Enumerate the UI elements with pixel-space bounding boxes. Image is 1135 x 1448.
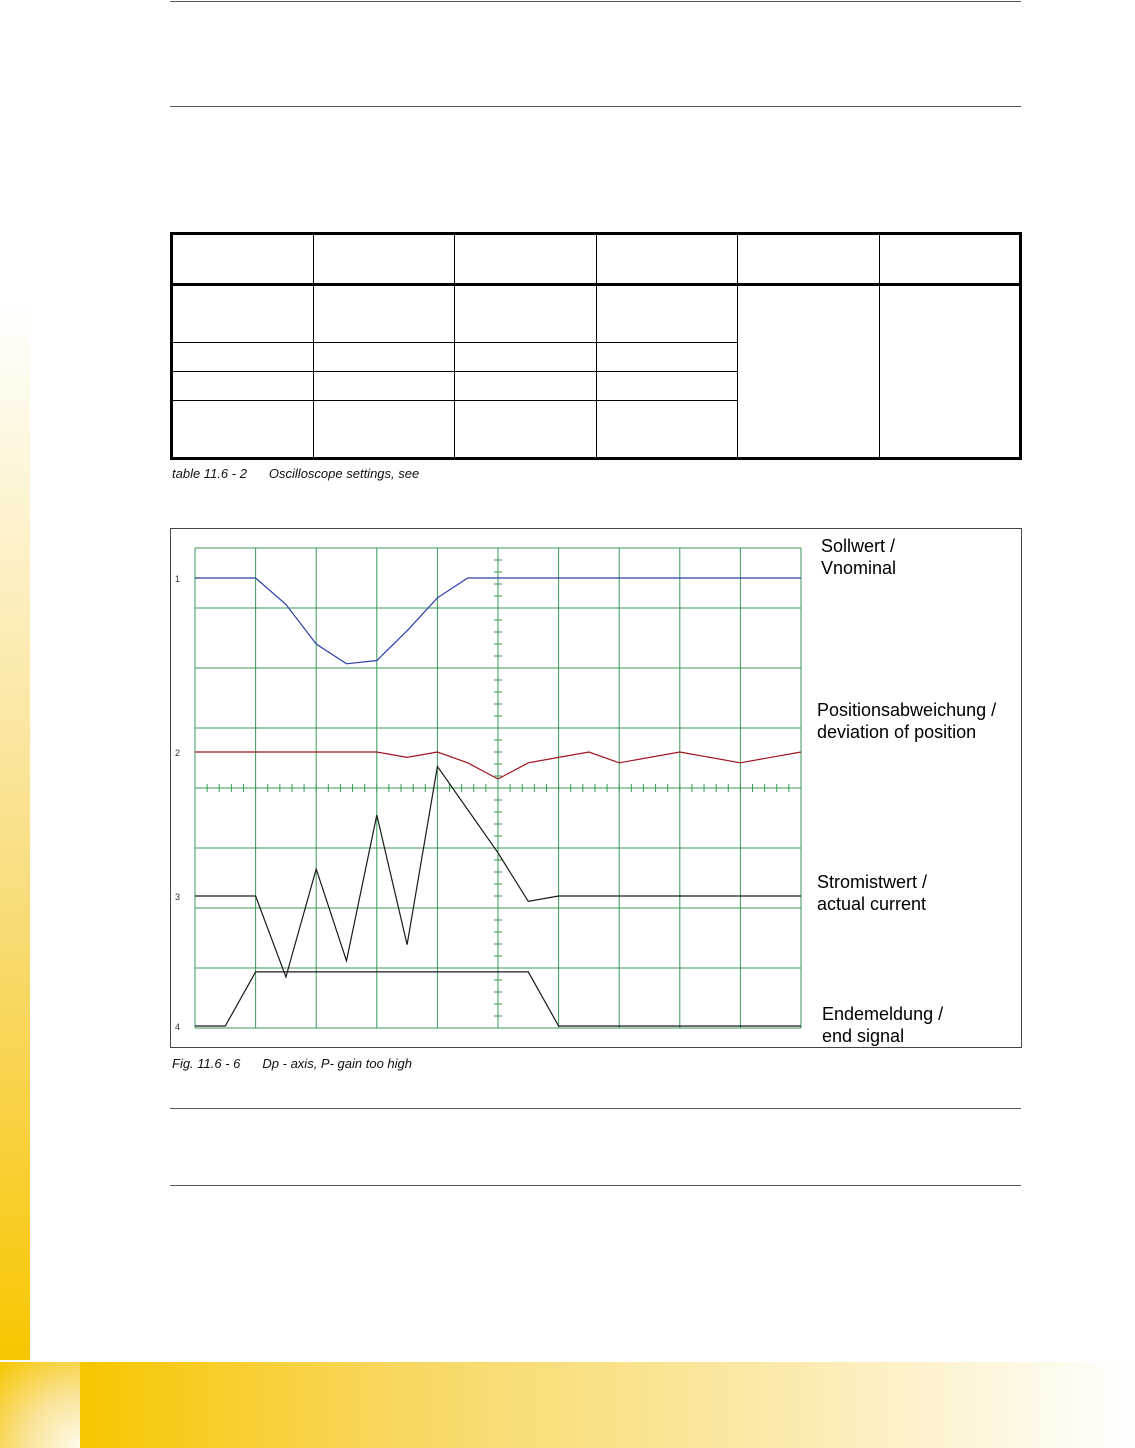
oscilloscope-plot xyxy=(171,529,1021,1047)
left-decor-band xyxy=(0,300,30,1360)
label-actual-current xyxy=(817,871,927,915)
table-cell xyxy=(313,372,455,401)
table-cell xyxy=(455,343,597,372)
label-position-line1: Positionsabweichung / xyxy=(817,700,997,720)
label-end-line2: end signal xyxy=(822,1026,905,1046)
table-row xyxy=(172,285,1021,343)
table-cell xyxy=(313,401,455,459)
table-cell xyxy=(455,285,597,343)
channel-marker: 1 xyxy=(175,574,181,584)
table-cell xyxy=(455,234,597,285)
bottom-corner-decor xyxy=(0,1362,80,1448)
label-current-line1: Stromistwert / xyxy=(817,872,928,892)
table-cell xyxy=(313,234,455,285)
channel-marker: 2 xyxy=(175,748,181,758)
header-rule-top xyxy=(170,1,1021,2)
table-cell xyxy=(596,234,738,285)
table-cell xyxy=(455,372,597,401)
channel-marker: 3 xyxy=(175,892,181,902)
table-cell xyxy=(738,234,880,285)
figure-caption-number: Fig. 11.6 - 6 xyxy=(172,1056,241,1071)
table-caption-text: Oscilloscope settings, see xyxy=(268,466,420,481)
label-position-deviation xyxy=(817,699,996,743)
table-cell xyxy=(172,401,314,459)
figure-caption xyxy=(172,1056,412,1071)
label-setpoint-line1: Sollwert / xyxy=(821,536,896,556)
table-cell xyxy=(313,285,455,343)
header-rule-bottom xyxy=(170,106,1021,107)
bottom-decor-band xyxy=(80,1362,1135,1448)
table-cell xyxy=(172,285,314,343)
table-cell-merged xyxy=(879,285,1021,459)
oscilloscope-settings-table xyxy=(170,232,1022,460)
footer-rule-bottom xyxy=(170,1185,1021,1186)
figure-caption-text: Dp - axis, P- gain too high xyxy=(262,1056,412,1071)
label-position-line2: deviation of position xyxy=(817,722,977,742)
table-cell xyxy=(596,285,738,343)
label-end-signal xyxy=(822,1003,943,1047)
table-cell xyxy=(455,401,597,459)
table-cell-merged xyxy=(738,285,880,459)
table-cell xyxy=(172,343,314,372)
label-setpoint xyxy=(821,535,896,579)
table-cell xyxy=(596,401,738,459)
table-cell xyxy=(172,234,314,285)
label-setpoint-line2: Vnominal xyxy=(821,558,897,578)
table-caption xyxy=(172,466,419,481)
table-cell xyxy=(596,343,738,372)
table-cell xyxy=(596,372,738,401)
footer-rule-top xyxy=(170,1108,1021,1109)
table-header-row xyxy=(172,234,1021,285)
table-cell xyxy=(313,343,455,372)
table-cell xyxy=(172,372,314,401)
table-cell xyxy=(879,234,1021,285)
channel-marker: 4 xyxy=(175,1022,181,1032)
table-caption-number: table 11.6 - 2 xyxy=(172,466,247,481)
oscilloscope-figure xyxy=(170,528,1022,1048)
label-end-line1: Endemeldung / xyxy=(822,1004,944,1024)
label-current-line2: actual current xyxy=(817,894,927,914)
